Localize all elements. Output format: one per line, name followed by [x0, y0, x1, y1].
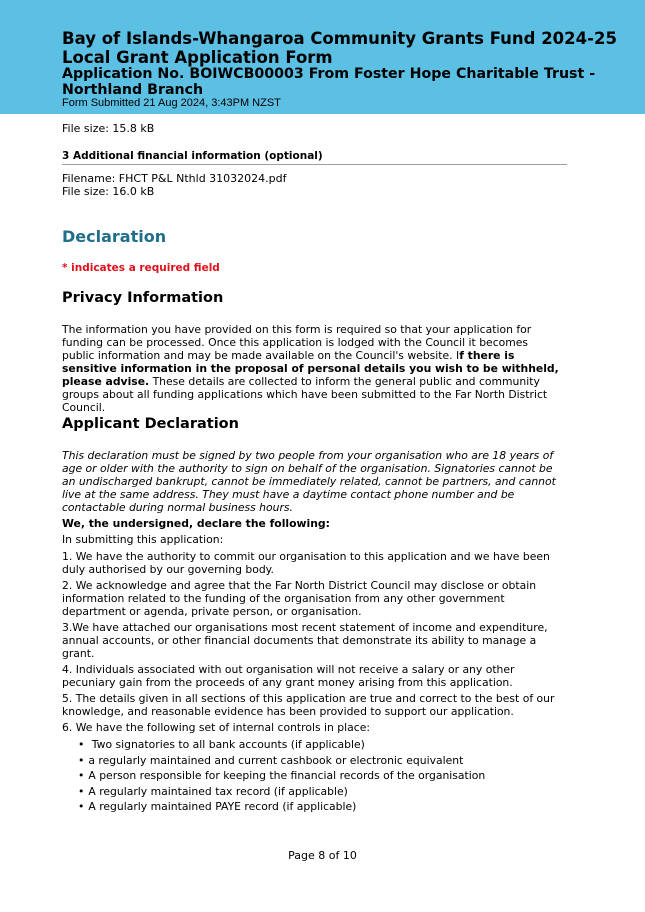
section-3-file-size: File size: 16.0 kB	[62, 185, 155, 198]
section-3-filename: Filename: FHCT P&L Nthld 31032024.pdf	[62, 172, 287, 185]
section-3-label: 3 Additional financial information (optional)	[62, 150, 567, 165]
declaration-item: 1. We have the authority to commit our organisation to this application and we have been duly authorised by our governing body.	[62, 550, 550, 576]
list-item: • a regularly maintained and current cashbook or electronic equivalent	[78, 754, 485, 767]
list-item: • A regularly maintained tax record (if applicable)	[78, 785, 485, 798]
declaration-item: 3.We have attached our organisations most recent statement of income and expenditure, annual accounts, or other financial documents that demonstrate its ability to manage a grant.	[62, 621, 548, 660]
privacy-text	[62, 323, 562, 414]
privacy-text-bold: f there is sensitive information in the proposal of personal details you wish to be withheld, please advise.	[62, 349, 559, 388]
page-number: Page 8 of 10	[288, 849, 357, 862]
privacy-heading: Privacy Information	[62, 290, 224, 306]
declaration-item: 6. We have the following set of internal controls in place:	[62, 721, 370, 734]
form-title: Bay of Islands-Whangaroa Community Grants Fund 2024-25 Local Grant Application Form	[62, 29, 617, 67]
list-item: • A person responsible for keeping the financial records of the organisation	[78, 769, 485, 782]
applicant-intro: This declaration must be signed by two people from your organisation who are 18 years of age or older with the authority to sign on behalf of the organisation. Signatories cannot be an undischarged bankrupt, cannot be immediately related, cannot be partners, and cannot live at the same address. They must have a daytime contact phone number and be contactable during normal business hours.	[62, 449, 556, 514]
we-declare: We, the undersigned, declare the following:	[62, 517, 330, 530]
list-item: • A regularly maintained PAYE record (if applicable)	[78, 800, 485, 813]
internal-controls-list	[78, 738, 485, 816]
declaration-items	[62, 550, 562, 737]
application-subtitle: Application No. BOIWCB00003 From Foster Hope Charitable Trust - Northland Branch	[62, 66, 596, 98]
list-item: • Two signatories to all bank accounts (if applicable)	[78, 738, 485, 751]
required-field-note: * indicates a required field	[62, 262, 220, 274]
declaration-item: 4. Individuals associated with out organisation will not receive a salary or any other pecuniary gain from the proceeds of any grant money arising from this application.	[62, 663, 515, 689]
declaration-item: 2. We acknowledge and agree that the Far North District Council may disclose or obtain information related to the funding of the organisation from any other government department or agenda, private person, or organisation.	[62, 579, 537, 618]
submitted-timestamp: Form Submitted 21 Aug 2024, 3:43PM NZST	[62, 97, 281, 109]
applicant-declaration-heading: Applicant Declaration	[62, 416, 239, 432]
declaration-item: 5. The details given in all sections of this application are true and correct to the best of our knowledge, and reasonable evidence has been provided to support our application.	[62, 692, 555, 718]
privacy-text-b: These details are collected to inform the general public and community groups about all funding applications which have been submitted to the Far North District Council.	[62, 375, 548, 414]
in-submitting: In submitting this application:	[62, 533, 224, 546]
declaration-heading: Declaration	[62, 227, 167, 246]
file-size-1: File size: 15.8 kB	[62, 122, 155, 135]
page-header	[0, 0, 645, 114]
privacy-text-a: The information you have provided on this form is required so that your application for funding can be processed. Once this application is lodged with the Council it becomes public information and may be made available on the Council's website. I	[62, 323, 532, 362]
